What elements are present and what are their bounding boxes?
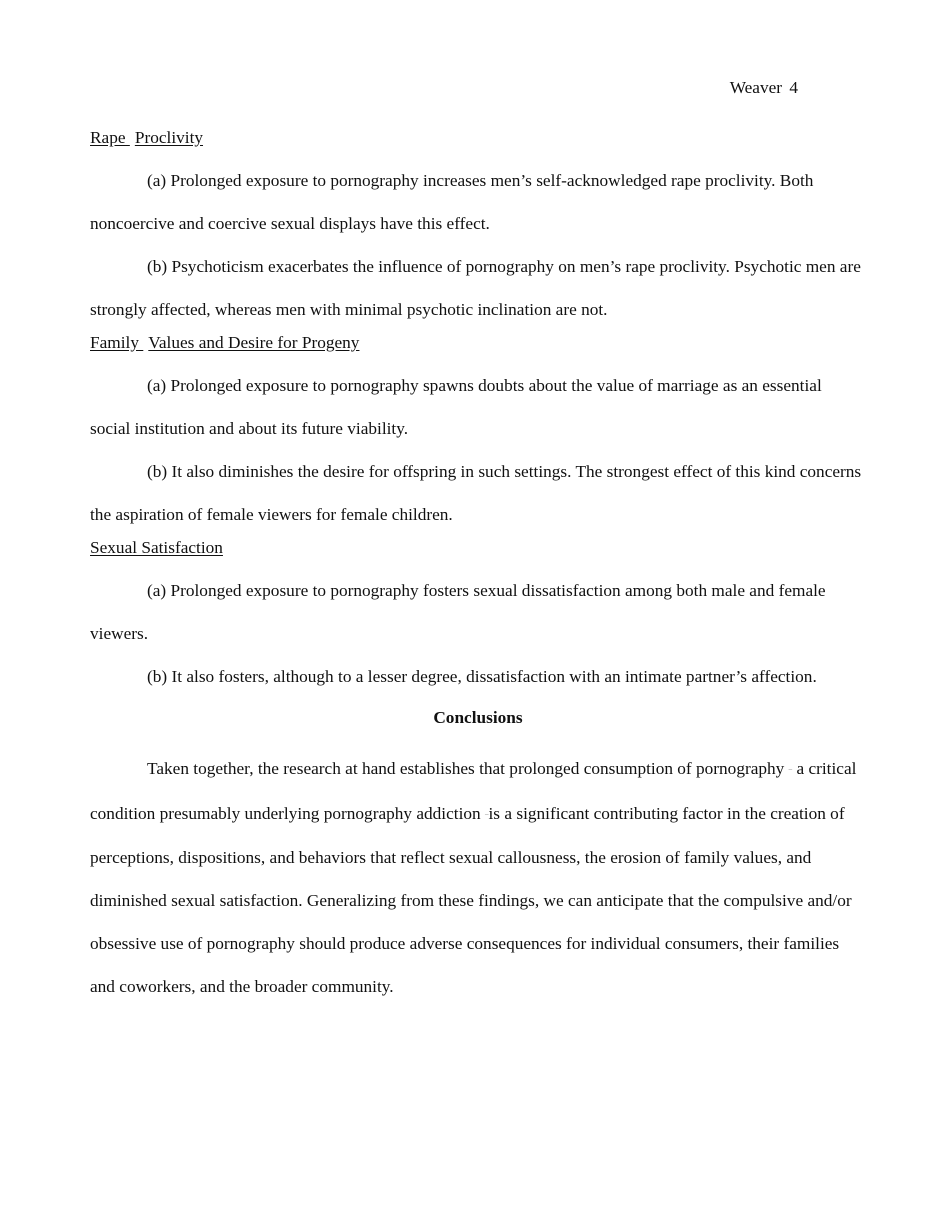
dash-mark: – [788, 765, 793, 774]
running-header [730, 78, 798, 98]
conclusions-text-1: Taken together, the research at hand establishes that prolonged consumption of pornography [147, 759, 789, 778]
heading-word: Rape [90, 128, 126, 147]
page-number: 4 [789, 78, 798, 97]
header-author: Weaver [729, 78, 783, 97]
paragraph: (b) It also fosters, although to a lesser degree, dissatisfaction with an intimate partner’s affection. [147, 667, 817, 686]
dash-mark: – [485, 810, 489, 819]
paragraph: (b) Psychoticism exacerbates the influence of pornography on men’s rape proclivity. Psychotic men are strongly affected, whereas men with minimal psychotic inclination are not. [90, 257, 861, 319]
heading-word: Proclivity [134, 128, 204, 147]
section-heading-family-values [90, 329, 866, 357]
section-heading-sexual-satisfaction [90, 534, 866, 562]
heading-word: Sexual Satisfaction [90, 538, 223, 557]
document-body [90, 124, 866, 1008]
paragraph: (b) It also diminishes the desire for offspring in such settings. The strongest effect of this kind concerns the aspiration of female viewers for female children. [90, 462, 862, 524]
conclusions-heading: Conclusions [433, 708, 523, 727]
conclusions-text-3: is a significant contributing factor in the creation of perceptions, dispositions, and behaviors that reflect sexual callousness, the erosion of family values, and diminished sexual satisfaction. Generalizing from these findings, we can anticipate that the compulsive and/or obsessive use of pornography should produce adverse consequences for individual consumers, their families and coworkers, and the broader community. [90, 803, 852, 997]
heading-word: Values and Desire for Progeny [148, 333, 360, 352]
section-heading-rape-proclivity [90, 124, 866, 152]
heading-word: Family [90, 333, 139, 352]
conclusions-text-2: a critical condition presumably underlying pornography addiction [90, 759, 857, 823]
paragraph: (a) Prolonged exposure to pornography fosters sexual dissatisfaction among both male and female viewers. [90, 581, 826, 643]
paragraph: (a) Prolonged exposure to pornography increases men’s self-acknowledged rape proclivity. Both noncoercive and coercive sexual displays have this effect. [90, 171, 814, 233]
paragraph: (a) Prolonged exposure to pornography spawns doubts about the value of marriage as an essential social institution and about its future viability. [90, 376, 822, 438]
conclusions-paragraph [90, 747, 866, 1008]
